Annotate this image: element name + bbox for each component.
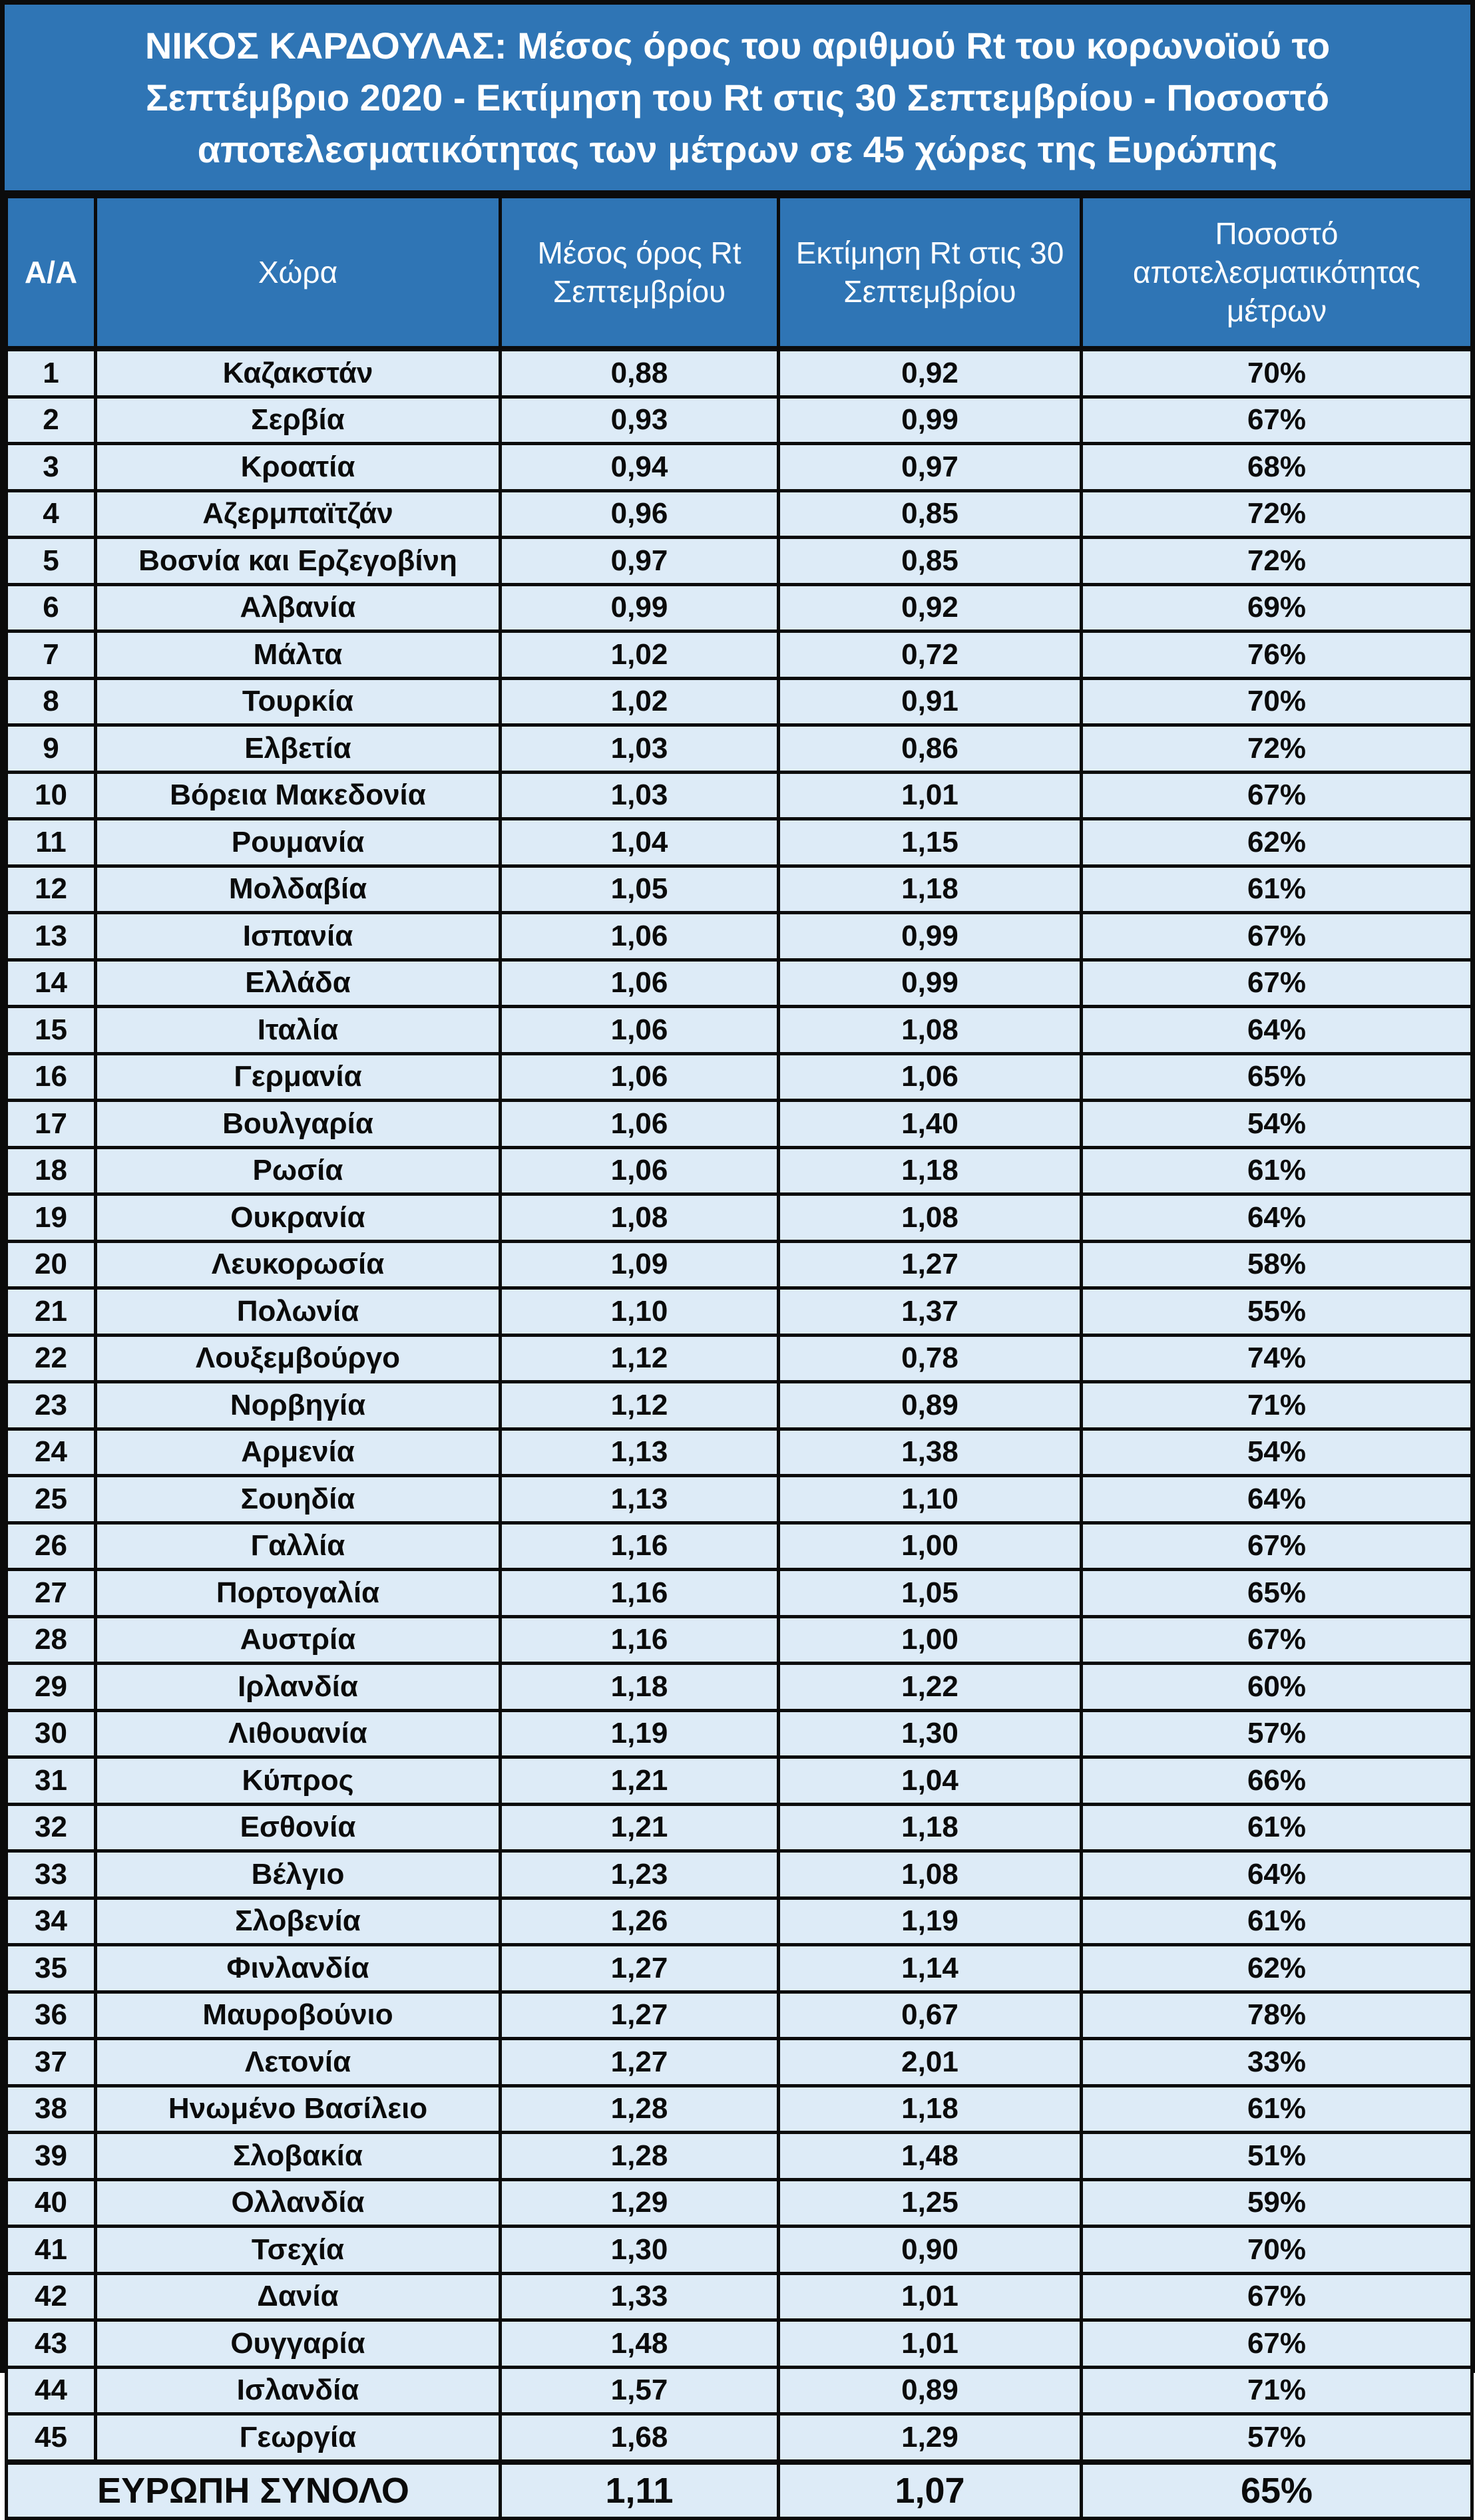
header-rt-estimate: Εκτίμηση Rt στις 30 Σεπτεμβρίου bbox=[779, 197, 1082, 349]
table-row bbox=[7, 2085, 1472, 2133]
cell-effectiveness: 72% bbox=[1082, 538, 1472, 585]
cell-index: 2 bbox=[7, 397, 96, 444]
cell-index: 23 bbox=[7, 1382, 96, 1429]
cell-mean-rt: 1,13 bbox=[501, 1429, 779, 1476]
cell-effectiveness: 61% bbox=[1082, 2085, 1472, 2133]
total-rt-estimate: 1,07 bbox=[779, 2462, 1082, 2519]
cell-country: Βοσνία και Ερζεγοβίνη bbox=[96, 538, 501, 585]
cell-country: Λουξεμβούργο bbox=[96, 1335, 501, 1382]
cell-country: Βόρεια Μακεδονία bbox=[96, 772, 501, 819]
cell-country: Εσθονία bbox=[96, 1804, 501, 1851]
cell-index: 7 bbox=[7, 631, 96, 679]
cell-rt-estimate: 1,01 bbox=[779, 2273, 1082, 2320]
table-row bbox=[7, 1710, 1472, 1757]
cell-rt-estimate: 1,22 bbox=[779, 1664, 1082, 1711]
cell-mean-rt: 1,23 bbox=[501, 1851, 779, 1898]
table-row bbox=[7, 2320, 1472, 2368]
cell-effectiveness: 76% bbox=[1082, 631, 1472, 679]
cell-country: Αζερμπαϊτζάν bbox=[96, 490, 501, 538]
table-row bbox=[7, 2039, 1472, 2086]
cell-mean-rt: 1,06 bbox=[501, 1053, 779, 1101]
cell-country: Αυστρία bbox=[96, 1616, 501, 1664]
cell-country: Ελβετία bbox=[96, 725, 501, 773]
cell-country: Ολλανδία bbox=[96, 2179, 501, 2227]
cell-index: 41 bbox=[7, 2227, 96, 2274]
cell-effectiveness: 78% bbox=[1082, 1992, 1472, 2039]
cell-country: Βέλγιο bbox=[96, 1851, 501, 1898]
cell-country: Πολωνία bbox=[96, 1288, 501, 1336]
table-row bbox=[7, 349, 1472, 397]
cell-effectiveness: 57% bbox=[1082, 1710, 1472, 1757]
table-row bbox=[7, 1101, 1472, 1148]
table-row bbox=[7, 725, 1472, 773]
cell-index: 30 bbox=[7, 1710, 96, 1757]
cell-mean-rt: 1,13 bbox=[501, 1476, 779, 1523]
table-row bbox=[7, 397, 1472, 444]
table-row bbox=[7, 1335, 1472, 1382]
cell-effectiveness: 70% bbox=[1082, 678, 1472, 725]
cell-index: 5 bbox=[7, 538, 96, 585]
cell-effectiveness: 72% bbox=[1082, 725, 1472, 773]
table-row bbox=[7, 538, 1472, 585]
cell-effectiveness: 64% bbox=[1082, 1007, 1472, 1054]
table-header bbox=[7, 197, 1472, 349]
cell-effectiveness: 62% bbox=[1082, 1945, 1472, 1992]
cell-effectiveness: 67% bbox=[1082, 772, 1472, 819]
table-row bbox=[7, 444, 1472, 491]
cell-index: 4 bbox=[7, 490, 96, 538]
cell-country: Ουγγαρία bbox=[96, 2320, 501, 2368]
cell-rt-estimate: 2,01 bbox=[779, 2039, 1082, 2086]
cell-index: 26 bbox=[7, 1523, 96, 1570]
cell-mean-rt: 1,68 bbox=[501, 2414, 779, 2462]
cell-country: Μάλτα bbox=[96, 631, 501, 679]
cell-effectiveness: 61% bbox=[1082, 1898, 1472, 1945]
cell-mean-rt: 1,27 bbox=[501, 1945, 779, 1992]
cell-index: 35 bbox=[7, 1945, 96, 1992]
cell-country: Πορτογαλία bbox=[96, 1570, 501, 1617]
table-row bbox=[7, 1476, 1472, 1523]
table-row bbox=[7, 1570, 1472, 1617]
cell-effectiveness: 55% bbox=[1082, 1288, 1472, 1336]
cell-country: Λετονία bbox=[96, 2039, 501, 2086]
cell-rt-estimate: 1,18 bbox=[779, 1147, 1082, 1194]
cell-country: Ουκρανία bbox=[96, 1194, 501, 1242]
cell-country: Βουλγαρία bbox=[96, 1101, 501, 1148]
cell-effectiveness: 60% bbox=[1082, 1664, 1472, 1711]
cell-country: Σερβία bbox=[96, 397, 501, 444]
table-row bbox=[7, 1757, 1472, 1805]
table-row bbox=[7, 1664, 1472, 1711]
cell-mean-rt: 1,06 bbox=[501, 913, 779, 960]
cell-country: Λιθουανία bbox=[96, 1710, 501, 1757]
cell-mean-rt: 0,96 bbox=[501, 490, 779, 538]
cell-effectiveness: 57% bbox=[1082, 2414, 1472, 2462]
cell-index: 10 bbox=[7, 772, 96, 819]
cell-country: Ιρλανδία bbox=[96, 1664, 501, 1711]
cell-rt-estimate: 1,19 bbox=[779, 1898, 1082, 1945]
cell-country: Μολδαβία bbox=[96, 866, 501, 913]
cell-rt-estimate: 1,48 bbox=[779, 2133, 1082, 2180]
cell-effectiveness: 69% bbox=[1082, 584, 1472, 631]
rt-table bbox=[5, 195, 1474, 2520]
cell-effectiveness: 71% bbox=[1082, 2367, 1472, 2414]
cell-country: Κύπρος bbox=[96, 1757, 501, 1805]
header-effectiveness: Ποσοστό αποτελεσματικότητας μέτρων bbox=[1082, 197, 1472, 349]
cell-effectiveness: 59% bbox=[1082, 2179, 1472, 2227]
cell-mean-rt: 1,27 bbox=[501, 1992, 779, 2039]
cell-mean-rt: 1,06 bbox=[501, 1101, 779, 1148]
cell-index: 29 bbox=[7, 1664, 96, 1711]
cell-mean-rt: 1,12 bbox=[501, 1335, 779, 1382]
cell-mean-rt: 1,06 bbox=[501, 1007, 779, 1054]
table-row bbox=[7, 2273, 1472, 2320]
cell-rt-estimate: 1,18 bbox=[779, 1804, 1082, 1851]
cell-mean-rt: 1,04 bbox=[501, 819, 779, 866]
cell-effectiveness: 71% bbox=[1082, 1382, 1472, 1429]
table-row bbox=[7, 2367, 1472, 2414]
cell-country: Αρμενία bbox=[96, 1429, 501, 1476]
table-row bbox=[7, 2133, 1472, 2180]
cell-country: Κροατία bbox=[96, 444, 501, 491]
cell-country: Αλβανία bbox=[96, 584, 501, 631]
cell-country: Μαυροβούνιο bbox=[96, 1992, 501, 2039]
table-row bbox=[7, 1053, 1472, 1101]
cell-index: 11 bbox=[7, 819, 96, 866]
cell-rt-estimate: 1,10 bbox=[779, 1476, 1082, 1523]
cell-mean-rt: 1,18 bbox=[501, 1664, 779, 1711]
table-row bbox=[7, 2227, 1472, 2274]
cell-rt-estimate: 0,90 bbox=[779, 2227, 1082, 2274]
table-row bbox=[7, 913, 1472, 960]
cell-mean-rt: 1,03 bbox=[501, 772, 779, 819]
table-row bbox=[7, 1851, 1472, 1898]
cell-mean-rt: 1,09 bbox=[501, 1241, 779, 1288]
cell-effectiveness: 51% bbox=[1082, 2133, 1472, 2180]
cell-mean-rt: 1,28 bbox=[501, 2133, 779, 2180]
cell-country: Γερμανία bbox=[96, 1053, 501, 1101]
cell-effectiveness: 64% bbox=[1082, 1476, 1472, 1523]
cell-mean-rt: 1,05 bbox=[501, 866, 779, 913]
cell-index: 19 bbox=[7, 1194, 96, 1242]
cell-index: 3 bbox=[7, 444, 96, 491]
cell-mean-rt: 1,10 bbox=[501, 1288, 779, 1336]
table-row bbox=[7, 584, 1472, 631]
cell-mean-rt: 1,06 bbox=[501, 1147, 779, 1194]
cell-index: 8 bbox=[7, 678, 96, 725]
cell-country: Ρουμανία bbox=[96, 819, 501, 866]
cell-mean-rt: 1,03 bbox=[501, 725, 779, 773]
cell-rt-estimate: 0,97 bbox=[779, 444, 1082, 491]
cell-effectiveness: 61% bbox=[1082, 866, 1472, 913]
cell-index: 21 bbox=[7, 1288, 96, 1336]
cell-rt-estimate: 1,08 bbox=[779, 1007, 1082, 1054]
cell-index: 1 bbox=[7, 349, 96, 397]
cell-rt-estimate: 1,38 bbox=[779, 1429, 1082, 1476]
table-row bbox=[7, 819, 1472, 866]
table-row bbox=[7, 1992, 1472, 2039]
cell-rt-estimate: 1,01 bbox=[779, 772, 1082, 819]
cell-index: 27 bbox=[7, 1570, 96, 1617]
cell-effectiveness: 65% bbox=[1082, 1053, 1472, 1101]
cell-index: 22 bbox=[7, 1335, 96, 1382]
cell-country: Δανία bbox=[96, 2273, 501, 2320]
cell-rt-estimate: 1,29 bbox=[779, 2414, 1082, 2462]
cell-mean-rt: 1,16 bbox=[501, 1616, 779, 1664]
header-index: Α/Α bbox=[7, 197, 96, 349]
cell-index: 14 bbox=[7, 960, 96, 1007]
cell-mean-rt: 0,99 bbox=[501, 584, 779, 631]
header-mean-rt: Μέσος όρος Rt Σεπτεμβρίου bbox=[501, 197, 779, 349]
cell-rt-estimate: 1,08 bbox=[779, 1851, 1082, 1898]
table-row bbox=[7, 772, 1472, 819]
cell-index: 18 bbox=[7, 1147, 96, 1194]
cell-rt-estimate: 0,85 bbox=[779, 538, 1082, 585]
document-title: ΝΙΚΟΣ ΚΑΡΔΟΥΛΑΣ: Μέσος όρος του αριθμού Rt του κορωνοϊού το Σεπτέμβριο 2020 - Εκτίμηση του Rt στις 30 Σεπτεμβρίου - Ποσοστό αποτελεσματικότητας των μέτρων σε 45 χώρες της Ευρώπης bbox=[5, 5, 1470, 195]
cell-index: 25 bbox=[7, 1476, 96, 1523]
cell-effectiveness: 61% bbox=[1082, 1147, 1472, 1194]
cell-rt-estimate: 1,06 bbox=[779, 1053, 1082, 1101]
cell-rt-estimate: 1,25 bbox=[779, 2179, 1082, 2227]
cell-effectiveness: 61% bbox=[1082, 1804, 1472, 1851]
table-row bbox=[7, 1382, 1472, 1429]
cell-index: 43 bbox=[7, 2320, 96, 2368]
table-row bbox=[7, 1147, 1472, 1194]
cell-effectiveness: 54% bbox=[1082, 1101, 1472, 1148]
cell-rt-estimate: 1,14 bbox=[779, 1945, 1082, 1992]
table-row bbox=[7, 631, 1472, 679]
cell-effectiveness: 68% bbox=[1082, 444, 1472, 491]
cell-rt-estimate: 0,89 bbox=[779, 2367, 1082, 2414]
cell-mean-rt: 1,12 bbox=[501, 1382, 779, 1429]
cell-effectiveness: 67% bbox=[1082, 397, 1472, 444]
cell-index: 28 bbox=[7, 1616, 96, 1664]
total-row bbox=[7, 2462, 1472, 2519]
table-row bbox=[7, 1945, 1472, 1992]
cell-rt-estimate: 1,18 bbox=[779, 2085, 1082, 2133]
cell-effectiveness: 64% bbox=[1082, 1851, 1472, 1898]
cell-effectiveness: 67% bbox=[1082, 1523, 1472, 1570]
cell-rt-estimate: 1,15 bbox=[779, 819, 1082, 866]
cell-country: Νορβηγία bbox=[96, 1382, 501, 1429]
table-row bbox=[7, 960, 1472, 1007]
cell-rt-estimate: 0,89 bbox=[779, 1382, 1082, 1429]
cell-effectiveness: 67% bbox=[1082, 913, 1472, 960]
table-row bbox=[7, 2179, 1472, 2227]
table-row bbox=[7, 1616, 1472, 1664]
cell-mean-rt: 0,94 bbox=[501, 444, 779, 491]
cell-index: 13 bbox=[7, 913, 96, 960]
table-row bbox=[7, 1007, 1472, 1054]
cell-rt-estimate: 0,92 bbox=[779, 584, 1082, 631]
cell-index: 37 bbox=[7, 2039, 96, 2086]
cell-index: 39 bbox=[7, 2133, 96, 2180]
cell-rt-estimate: 1,27 bbox=[779, 1241, 1082, 1288]
cell-effectiveness: 67% bbox=[1082, 960, 1472, 1007]
cell-country: Τσεχία bbox=[96, 2227, 501, 2274]
table-body bbox=[7, 349, 1472, 2462]
cell-mean-rt: 1,48 bbox=[501, 2320, 779, 2368]
cell-country: Φινλανδία bbox=[96, 1945, 501, 1992]
cell-country: Σλοβακία bbox=[96, 2133, 501, 2180]
cell-mean-rt: 1,16 bbox=[501, 1523, 779, 1570]
cell-mean-rt: 1,29 bbox=[501, 2179, 779, 2227]
total-label: ΕΥΡΩΠΗ ΣΥΝΟΛΟ bbox=[7, 2462, 501, 2519]
cell-index: 9 bbox=[7, 725, 96, 773]
cell-mean-rt: 1,21 bbox=[501, 1804, 779, 1851]
cell-mean-rt: 0,93 bbox=[501, 397, 779, 444]
cell-index: 24 bbox=[7, 1429, 96, 1476]
header-country: Χώρα bbox=[96, 197, 501, 349]
cell-mean-rt: 1,30 bbox=[501, 2227, 779, 2274]
cell-index: 32 bbox=[7, 1804, 96, 1851]
cell-index: 12 bbox=[7, 866, 96, 913]
cell-country: Γεωργία bbox=[96, 2414, 501, 2462]
cell-rt-estimate: 0,92 bbox=[779, 349, 1082, 397]
cell-country: Ρωσία bbox=[96, 1147, 501, 1194]
cell-rt-estimate: 1,00 bbox=[779, 1616, 1082, 1664]
cell-effectiveness: 67% bbox=[1082, 2273, 1472, 2320]
cell-rt-estimate: 0,99 bbox=[779, 960, 1082, 1007]
cell-country: Καζακστάν bbox=[96, 349, 501, 397]
cell-rt-estimate: 1,01 bbox=[779, 2320, 1082, 2368]
table-row bbox=[7, 1288, 1472, 1336]
table-row bbox=[7, 678, 1472, 725]
table-footer bbox=[7, 2462, 1472, 2519]
cell-effectiveness: 72% bbox=[1082, 490, 1472, 538]
cell-rt-estimate: 1,05 bbox=[779, 1570, 1082, 1617]
cell-effectiveness: 74% bbox=[1082, 1335, 1472, 1382]
cell-index: 44 bbox=[7, 2367, 96, 2414]
total-mean-rt: 1,11 bbox=[501, 2462, 779, 2519]
cell-mean-rt: 1,16 bbox=[501, 1570, 779, 1617]
cell-index: 33 bbox=[7, 1851, 96, 1898]
cell-effectiveness: 64% bbox=[1082, 1194, 1472, 1242]
cell-mean-rt: 1,02 bbox=[501, 678, 779, 725]
cell-mean-rt: 1,57 bbox=[501, 2367, 779, 2414]
cell-mean-rt: 0,97 bbox=[501, 538, 779, 585]
cell-rt-estimate: 0,72 bbox=[779, 631, 1082, 679]
cell-country: Ηνωμένο Βασίλειο bbox=[96, 2085, 501, 2133]
cell-country: Ιταλία bbox=[96, 1007, 501, 1054]
table-row bbox=[7, 2414, 1472, 2462]
cell-rt-estimate: 0,86 bbox=[779, 725, 1082, 773]
cell-country: Σουηδία bbox=[96, 1476, 501, 1523]
cell-country: Λευκορωσία bbox=[96, 1241, 501, 1288]
cell-rt-estimate: 0,99 bbox=[779, 913, 1082, 960]
cell-index: 20 bbox=[7, 1241, 96, 1288]
table-row bbox=[7, 1523, 1472, 1570]
cell-mean-rt: 1,06 bbox=[501, 960, 779, 1007]
cell-mean-rt: 1,33 bbox=[501, 2273, 779, 2320]
cell-rt-estimate: 0,99 bbox=[779, 397, 1082, 444]
cell-effectiveness: 62% bbox=[1082, 819, 1472, 866]
cell-country: Ισπανία bbox=[96, 913, 501, 960]
cell-mean-rt: 1,28 bbox=[501, 2085, 779, 2133]
cell-effectiveness: 66% bbox=[1082, 1757, 1472, 1805]
cell-rt-estimate: 1,37 bbox=[779, 1288, 1082, 1336]
cell-effectiveness: 70% bbox=[1082, 2227, 1472, 2274]
cell-effectiveness: 33% bbox=[1082, 2039, 1472, 2086]
cell-country: Σλοβενία bbox=[96, 1898, 501, 1945]
cell-country: Τουρκία bbox=[96, 678, 501, 725]
cell-country: Ισλανδία bbox=[96, 2367, 501, 2414]
cell-index: 42 bbox=[7, 2273, 96, 2320]
cell-index: 38 bbox=[7, 2085, 96, 2133]
cell-mean-rt: 1,19 bbox=[501, 1710, 779, 1757]
table-row bbox=[7, 1804, 1472, 1851]
cell-mean-rt: 1,21 bbox=[501, 1757, 779, 1805]
cell-mean-rt: 1,02 bbox=[501, 631, 779, 679]
cell-rt-estimate: 1,04 bbox=[779, 1757, 1082, 1805]
cell-index: 40 bbox=[7, 2179, 96, 2227]
total-effectiveness: 65% bbox=[1082, 2462, 1472, 2519]
cell-rt-estimate: 1,40 bbox=[779, 1101, 1082, 1148]
cell-rt-estimate: 0,78 bbox=[779, 1335, 1082, 1382]
cell-index: 34 bbox=[7, 1898, 96, 1945]
cell-rt-estimate: 0,85 bbox=[779, 490, 1082, 538]
cell-index: 31 bbox=[7, 1757, 96, 1805]
cell-mean-rt: 1,27 bbox=[501, 2039, 779, 2086]
cell-rt-estimate: 0,91 bbox=[779, 678, 1082, 725]
cell-index: 17 bbox=[7, 1101, 96, 1148]
cell-rt-estimate: 0,67 bbox=[779, 1992, 1082, 2039]
cell-index: 45 bbox=[7, 2414, 96, 2462]
header-row bbox=[7, 197, 1472, 349]
cell-effectiveness: 65% bbox=[1082, 1570, 1472, 1617]
cell-rt-estimate: 1,18 bbox=[779, 866, 1082, 913]
cell-effectiveness: 67% bbox=[1082, 1616, 1472, 1664]
table-row bbox=[7, 866, 1472, 913]
cell-index: 16 bbox=[7, 1053, 96, 1101]
table-row bbox=[7, 1241, 1472, 1288]
cell-rt-estimate: 1,08 bbox=[779, 1194, 1082, 1242]
table-row bbox=[7, 1194, 1472, 1242]
cell-rt-estimate: 1,30 bbox=[779, 1710, 1082, 1757]
cell-mean-rt: 0,88 bbox=[501, 349, 779, 397]
cell-effectiveness: 58% bbox=[1082, 1241, 1472, 1288]
cell-mean-rt: 1,08 bbox=[501, 1194, 779, 1242]
cell-index: 15 bbox=[7, 1007, 96, 1054]
cell-index: 36 bbox=[7, 1992, 96, 2039]
cell-rt-estimate: 1,00 bbox=[779, 1523, 1082, 1570]
table-row bbox=[7, 1429, 1472, 1476]
cell-effectiveness: 54% bbox=[1082, 1429, 1472, 1476]
cell-effectiveness: 67% bbox=[1082, 2320, 1472, 2368]
cell-country: Γαλλία bbox=[96, 1523, 501, 1570]
table-row bbox=[7, 490, 1472, 538]
cell-index: 6 bbox=[7, 584, 96, 631]
cell-mean-rt: 1,26 bbox=[501, 1898, 779, 1945]
table-row bbox=[7, 1898, 1472, 1945]
cell-effectiveness: 70% bbox=[1082, 349, 1472, 397]
cell-country: Ελλάδα bbox=[96, 960, 501, 1007]
